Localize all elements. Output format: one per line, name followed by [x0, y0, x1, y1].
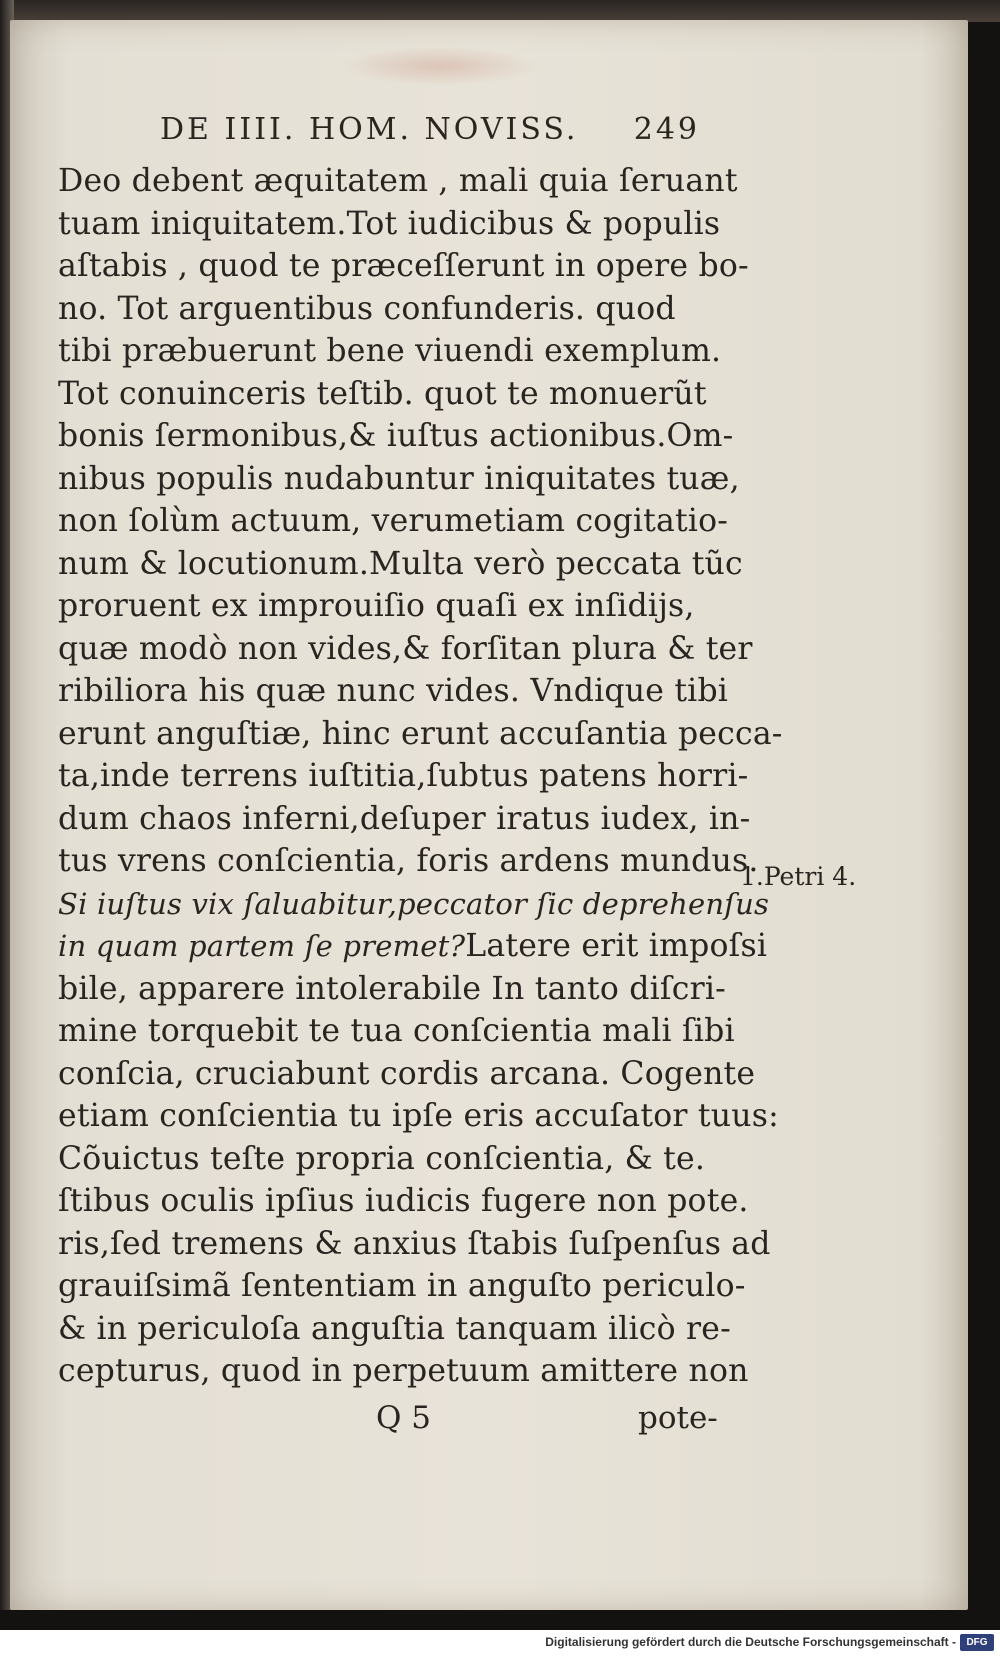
- signature-mark: Q 5: [376, 1400, 431, 1436]
- running-head-title: DE IIII. HOM. NOVISS.: [160, 112, 579, 147]
- text-line: ta,inde terrens iuſtitia,ſubtus patens horri-: [58, 758, 749, 794]
- scan-top-edge: [0, 0, 1000, 22]
- text-line-tail: Latere erit impoſsi: [465, 928, 768, 964]
- text-line: cepturus, quod in perpetuum amittere non: [58, 1353, 749, 1389]
- text-line: Tot conuinceris teſtib. quot te monuerũt: [58, 375, 707, 412]
- catchword: pote-: [638, 1400, 718, 1436]
- page-number: 249: [633, 112, 700, 147]
- body-text: [58, 160, 783, 1393]
- book-page: [10, 20, 968, 1610]
- margin-note: 1.Petri 4.: [740, 862, 857, 891]
- text-line: grauiſsimã ſententiam in anguſto periculo-: [58, 1268, 746, 1304]
- text-line: quæ modò non vides,& forſitan plura & ter: [58, 630, 753, 667]
- text-line: no. Tot arguentibus confunderis. quod: [58, 290, 676, 327]
- running-head: [160, 112, 700, 147]
- text-line: nibus populis nudabuntur iniquitates tuæ,: [58, 460, 740, 497]
- credit-text: Digitalisierung gefördert durch die Deutsche Forschungsgemeinschaft -: [545, 1635, 956, 1649]
- text-line: aſtabis , quod te præceſſerunt in opere bo-: [58, 248, 749, 284]
- text-line: tibi præbuerunt bene viuendi exemplum.: [58, 333, 722, 369]
- text-line: ſtibus oculis ipſius iudicis fugere non pote.: [58, 1183, 749, 1219]
- credit-bar: [0, 1630, 1000, 1656]
- text-line: non ſolùm actuum, verumetiam cogitatio-: [58, 503, 729, 539]
- italic-quote-end: in quam partem ſe premet?: [58, 929, 466, 963]
- text-line: tus vrens conſcientia, foris ardens mundus.: [58, 843, 759, 879]
- text-line: ribiliora his quæ nunc vides. Vndique tibi: [58, 673, 729, 709]
- text-line: proruent ex improuiſio quaſi ex inſidijs,: [58, 588, 695, 624]
- text-line: ris,ſed tremens & anxius ſtabis ſuſpenſus ad: [58, 1225, 771, 1262]
- text-line: mine torquebit te tua conſcientia mali ſibi: [58, 1013, 735, 1049]
- text-line: num & locutionum.Multa verò peccata tũc: [58, 545, 743, 582]
- text-line: dum chaos inferni,deſuper iratus iudex, in-: [58, 800, 751, 837]
- text-line: & in periculoſa anguſtia tanquam ilicò re-: [58, 1310, 731, 1347]
- text-line: Cõuictus teſte propria conſcientia, & te.: [58, 1140, 706, 1177]
- text-line: conſcia, cruciabunt cordis arcana. Cogente: [58, 1055, 756, 1092]
- text-line: etiam conſcientia tu ipſe eris accuſator tuus:: [58, 1098, 779, 1134]
- text-line: bile, apparere intolerabile In tanto diſcri-: [58, 970, 727, 1007]
- page-footer: [58, 1400, 738, 1444]
- text-line: tuam iniquitatem.Tot iudicibus & populis: [58, 205, 721, 242]
- text-line: erunt anguſtiæ, hinc erunt accuſantia pecca-: [58, 715, 783, 752]
- dfg-logo-icon: DFG: [960, 1634, 994, 1651]
- italic-quote-line: Si iuſtus vix ſaluabitur,peccator ſic deprehenſus: [58, 886, 770, 921]
- page-stain: [340, 46, 540, 86]
- text-line: bonis ſermonibus,& iuſtus actionibus.Om-: [58, 418, 734, 454]
- mixed-line: [58, 925, 768, 968]
- text-line: Deo debent æquitatem , mali quia ſeruant: [58, 163, 738, 199]
